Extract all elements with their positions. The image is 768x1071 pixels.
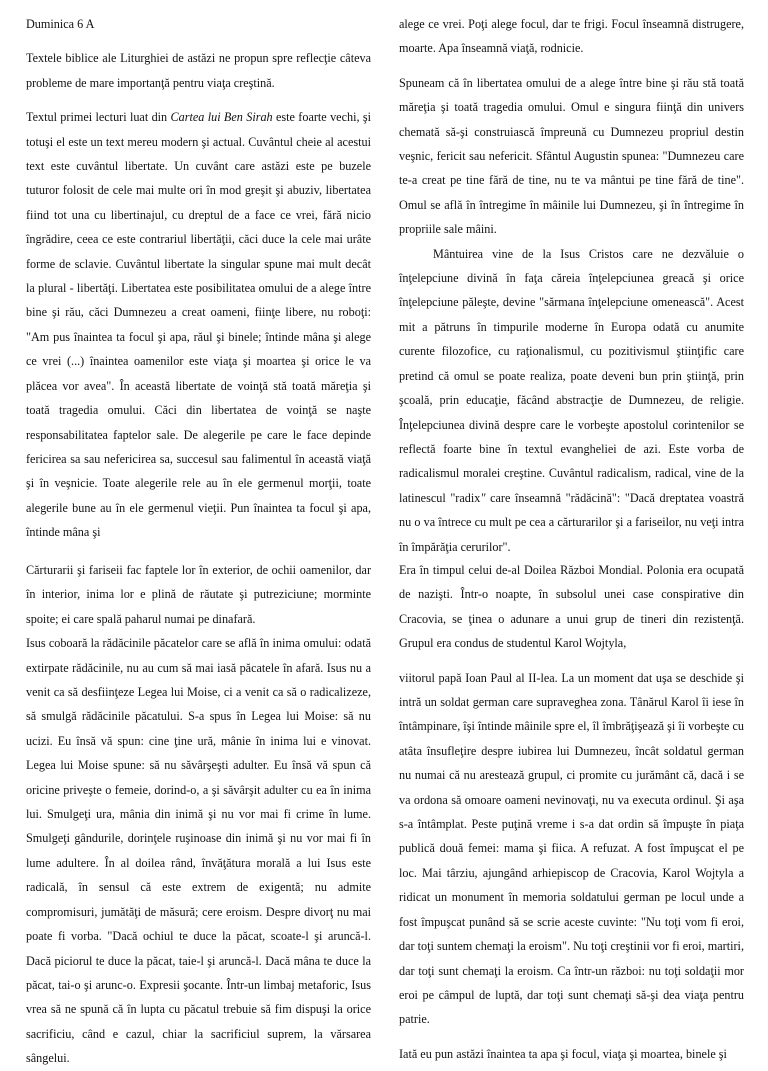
paragraph-war-story: Era în timpul celui de-al Doilea Război Mondial. Polonia era ocupată de nazişti. Într-o noapte, în subsolul unei case conspirative din Cracovia, se ţinea o adunare a unui grup de tineri din rezistenţă. Grupul era condus de studentul Karol Wojtyla,	[399, 563, 744, 651]
column-top-left	[26, 12, 371, 540]
italic-quote-mark: "	[480, 490, 486, 505]
text-run: este foarte vechi, şi totuşi el este un text mereu modern şi actual. Cuvântul cheie al acestui text este cuvântul libertate. Un cuvânt care astăzi este pe buzele tuturor folosit de cele mai multe ori în mod greşit şi abuziv, libertatea fiind tot una cu libertinajul, cu dreptul de a face ce vrei, fără nicio îngrădire, ceea ce este contrariul libertăţii, căci duce la cele mai urâte forme de sclavie. Cuvântul libertate la singular spune mai mult decât la plural - libertăţi. Libertatea este posibilitatea omului de a alege între bine şi rău, căci Dumnezeu a creat oameni, fiinţe libere, nu roboţi: "Am pus înaintea ta focul şi apa, răul şi binele; întinde mâna şi alege ce vrei (...) înaintea oamenilor este viaţa şi moartea şi orice le va plăcea vor avea". În această libertate de voinţă stă toată măreţia şi toată tragedia omului. Căci din libertatea de voinţă se naşte responsabilitatea faptelor sale. De alegerile pe care le face depinde fericirea sa sau nefericirea sa, succesul sau falimentul în această viaţă şi în veşnicie. Toate alegerile rele au în ele germenul morţii, toate alegerile bune au în ele germenul vieţii. Pun înaintea ta focul şi apa, întinde mâna şi	[26, 110, 371, 540]
paragraph-fire-water: alege ce vrei. Poţi alege focul, dar te frigi. Focul înseamnă distrugere, moarte. Apa înseamnă viaţă, rodnicie.	[399, 17, 744, 56]
paragraph-freedom: Spuneam că în libertatea omului de a alege între bine şi rău stă toată măreţia şi toată tragedia omului. Omul e singura fiinţă din univers chemată să-şi construiască împreună cu Dumnezeu propriul destin veşnic, fericit sau nefericit. Sfântul Augustin spunea: "Dumnezeu care te-a creat pe tine fără de tine, nu te va mântui pe tine fără de tine". Omul se află în întregime în mâinile lui Dumnezeu, şi în întregime în propriile sale mâini.	[399, 75, 744, 237]
text-run: Mântuirea vine de la Isus Cristos care ne dezvăluie o înţelepciune divină în faţa căreia înţelepciunea greacă şi orice înţelepciune păleşte, devine "sărmana înţelepciune omenească". Acest mit a pătruns în timpurile moderne în Europa odată cu anumite curente filozofice, cu raţionalismul, cu pozitivismul ştiinţific care pretind că omul se poate realiza, poate deveni bun prin ştiinţă, prin şcoală, prin educaţie, făcând abstracţie de Dumnezeu, de religie. Înţelepciunea divină despre care le vorbeşte apostolul corintenilor se reflectă foarte bine în textul evangheliei de azi. Este vorba de radicalismul moralei creştine. Cuvântul radicalism, radical, vine de la latinescul "radix	[399, 246, 744, 505]
paragraph-intro: Textele biblice ale Liturghiei de astăzi ne propun spre reflecţie câteva probleme de mare importanţă pentru viaţa creştină.	[26, 51, 371, 90]
text-run: Textul primei lecturi luat din	[26, 110, 171, 125]
paragraph-first-reading	[26, 105, 371, 544]
paragraph-wojtyla: viitorul papă Ioan Paul al II-lea. La un moment dat uşa se deschide şi intră un soldat german care supraveghea zona. Tânărul Karol îi iese în întâmpinare, îşi întinde mâinile spre el, îl îmbrăţişează şi îi vorbeşte cu atâta însufleţire despre iubirea lui Dumnezeu, încât soldatul german nu numai că nu arestează grupul, ci promite cu jurământ că, dacă i se va ordona să omoare oameni nevinovaţi, nu va executa ordinul. Şi aşa s-a întâmplat. Peste puţină vreme i s-a dat ordin să împuşte în piaţa publică două femei: mama şi fiica. A refuzat. A fost împuşcat el pe loc. Mai târziu, ajungând arhiepiscop de Cracovia, Karol Wojtyla a ridicat un monument în memoria soldatului german pe locul unde a fost împuşcat punând să se scrie aceste cuvinte: "Nu toţi vom fi eroi, dar toţi suntem chemaţi la eroism". Nu toţi creştinii vor fi eroi, martiri, dar toţi sunt chemaţi la eroism. Ca într-un război: nu toţi soldaţii mor eroi pe câmpul de luptă, dar toţi sunt chemaţi să-şi dea viaţa pentru patrie.	[399, 670, 744, 1027]
paragraph-conclusion: Iată eu pun astăzi înaintea ta apa şi focul, viaţa şi moartea, binele şi	[399, 1046, 727, 1061]
paragraph-salvation	[399, 242, 744, 559]
document-title: Duminica 6 A	[26, 17, 95, 31]
paragraph-pharisees: Cărturarii şi fariseii fac faptele lor în exterior, de ochii oamenilor, dar în interior, inima lor e plină de răutate şi putreziciune; morminte spoite; ei care spală paharul numai pe dinafară.	[26, 563, 371, 626]
book-title: Cartea lui Ben Sirah	[170, 110, 273, 125]
column-bottom-right	[399, 558, 744, 1061]
text-run: care înseamnă "rădăcină": "Dacă dreptatea voastră nu o va întrece cu mult pe cea a cărturarilor şi a fariseilor, nu veţi intra în împărăţia cerurilor".	[399, 490, 744, 554]
column-top-right	[399, 12, 744, 554]
paragraph-radical-morality: Isus coboară la rădăcinile păcatelor care se află în inima omului: odată extirpate rădăcinile, nu au cum să mai iasă păcatele în afară. Isus nu a venit ca să desfiinţeze Legea lui Moise, ci a venit ca să o radicalizeze, să smulgă rădăcinile păcatului. S-a spus în Legea lui Moise: să nu ucizi. Eu însă vă spun: cine ţine ură, mânie în inima lui e vinovat. Legea lui Moise spune: să nu săvârşeşti adulter. Eu însă vă spun că oricine priveşte o femeie, dorind-o, a şi săvârşit adulter cu ea în inima lui. Smulgeţi ura, mânia din inimă şi nu vor mai fi crime în lume. Smulgeţi gândurile, dorinţele ruşinoase din inimă şi nu vor mai fi în lume adultere. În al doilea rând, învăţătura morală a lui Isus este radicală, în sensul că este extrem de exigentă; nu admite compromisuri, jumătăţi de măsură; cere eroism. Despre divorţ nu mai poate fi vorba. "Dacă ochiul te duce la păcat, scoate-l şi aruncă-l. Dacă piciorul te duce la păcat, taie-l şi aruncă-l. Dacă mâna te duce la păcat, tai-o şi arunc-o. Expresii şocante. Într-un limbaj metaforic, Isus vrea să ne spună că în lupta cu păcatul trebuie să fim dispuşi la orice sacrificiu, când e cazul, chiar la sacrificiul suprem, la vărsarea sângelui.	[26, 636, 371, 1066]
column-bottom-left	[26, 558, 371, 1066]
